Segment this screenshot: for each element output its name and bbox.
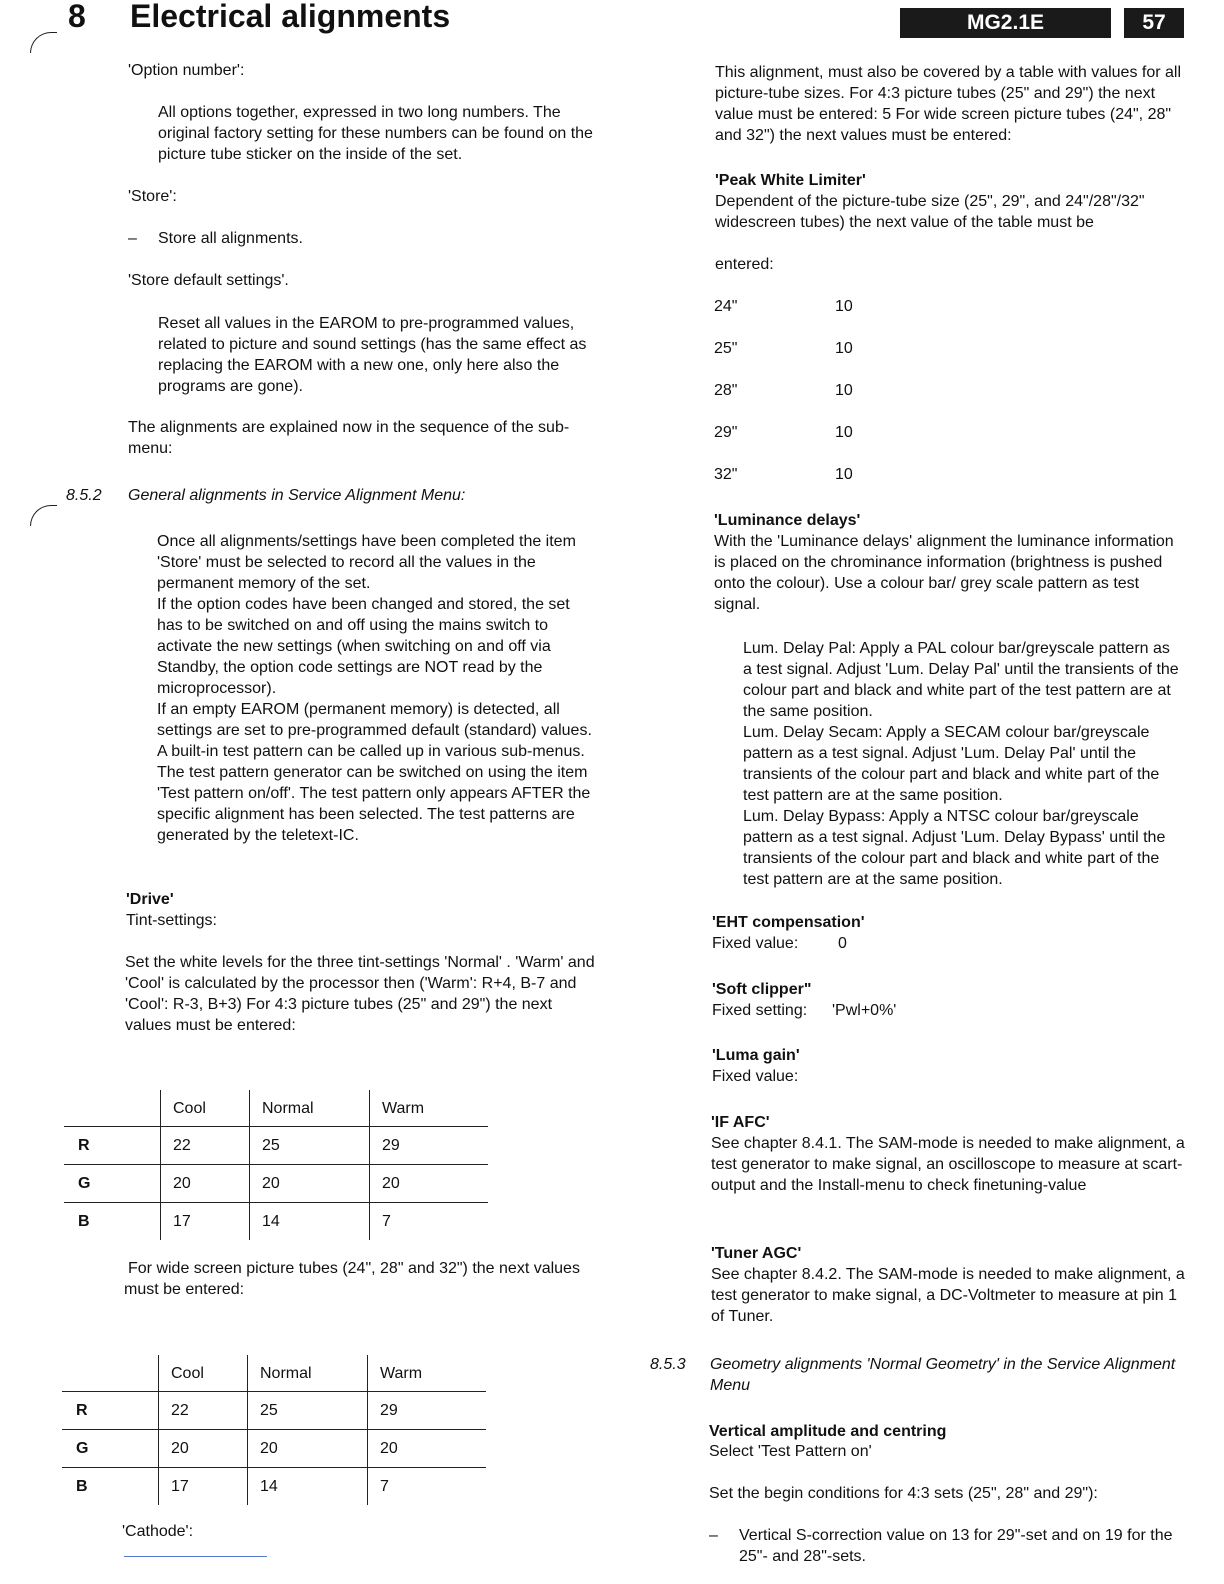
paragraph: Once all alignments/settings have been completed the item 'Store' must be selected to record all the values in the permanent memory of the set. [157,533,576,592]
paragraph: Lum. Delay Pal: Apply a PAL colour bar/greyscale pattern as a test signal. Adjust 'Lum. Delay Pal' until the transients of the colour part and black and white part of the test pattern are at the same position. [743,640,1179,720]
option-number-text: All options together, expressed in two long numbers. The original factory setting for these numbers can be found on the picture tube sticker on the inside of the set. [158,104,593,163]
list-item [714,422,1014,464]
table-cell: 22 [161,1127,250,1165]
drive-heading: 'Drive' [126,891,174,908]
luminance-heading: 'Luminance delays' [714,512,861,529]
drive-text: Set the white levels for the three tint-settings 'Normal' . 'Warm' and 'Cool' is calculated by the processor then ('Warm': R+4, B-7 and 'Cool': R-3, B+3) For 4:3 picture tubes (25" and 29") the next values must be entered: [125,954,595,1034]
list-item [714,338,1014,380]
table-cell: 20 [370,1165,489,1203]
table-row [64,1203,488,1241]
begin-conditions: Set the begin conditions for 4:3 sets (25", 28" and 29"): [709,1485,1098,1502]
table-cell: 20 [248,1430,368,1468]
pwl-table [714,296,1014,506]
margin-mark [30,32,57,53]
paragraph: If the option codes have been changed and stored, the set has to be switched on and off using the mains switch to activate the new settings (when switching on and off via Standby, the option code settings are NOT read by the microprocessor). [157,596,570,697]
table-row [62,1468,486,1506]
tube-value: 10 [835,466,853,483]
option-number-label: 'Option number': [128,62,245,79]
paragraph: Lum. Delay Secam: Apply a SECAM colour bar/greyscale pattern as a test signal. Adjust 'Lum. Delay Pal' until the transients of the colour part and black and white part of the test pattern are at the same position. [743,724,1160,804]
table-cell: R [62,1392,159,1430]
drive-table-wide [62,1355,486,1505]
pwl-text: Dependent of the picture-tube size (25", 29", and 24"/28"/32" widescreen tubes) the next value of the table must be [715,193,1145,231]
section-number: 8.5.3 [650,1356,686,1373]
table-cell: 25 [248,1392,368,1430]
table-row [62,1392,486,1430]
section-number: 8.5.2 [66,487,102,504]
pwl-heading: 'Peak White Limiter' [715,172,866,189]
tube-size: 25" [714,340,738,357]
table-cell: 17 [159,1468,248,1506]
begin-item-text: Vertical S-correction value on 13 for 29"-set and on 19 for the 25"- and 28"-sets. [739,1527,1173,1565]
table-header-cell: Cool [161,1090,250,1127]
vertical-select: Select 'Test Pattern on' [709,1443,872,1460]
table-header-cell: Cool [159,1355,248,1392]
model-badge: MG2.1E [900,8,1111,38]
general-alignments-text [157,531,597,846]
vertical-heading: Vertical amplitude and centring [709,1423,947,1440]
drive-table-4-3 [64,1090,488,1240]
eht-value: 0 [838,935,847,952]
tube-value: 10 [835,424,853,441]
pwl-entered: entered: [715,256,774,273]
sequence-text: The alignments are explained now in the sequence of the sub-menu: [128,419,570,457]
paragraph: Lum. Delay Bypass: Apply a NTSC colour bar/greyscale pattern as a test signal. Adjust 'Lum. Delay Bypass' until the transients of the colour part and black and white part of the test pattern are at the same position. [743,808,1166,888]
divider [124,1556,267,1557]
table-cell: 29 [370,1127,489,1165]
soft-clipper-value: 'Pwl+0%' [832,1002,897,1019]
tube-size: 32" [714,466,738,483]
table-cell: 14 [250,1203,370,1241]
eht-label: Fixed value: [712,935,799,952]
table-header-cell: Normal [250,1090,370,1127]
table-cell: 7 [368,1468,487,1506]
table-row [64,1165,488,1203]
list-item [714,464,1014,506]
tube-size: 29" [714,424,738,441]
margin-mark [30,505,57,526]
dash: – [128,230,137,247]
if-afc-heading: 'IF AFC' [711,1114,770,1131]
store-default-text: Reset all values in the EAROM to pre-programmed values, related to picture and sound settings (has the same effect as replacing the EAROM with a new one, only here also the programs are gone). [158,315,587,395]
store-item-text: Store all alignments. [158,230,303,247]
store-label: 'Store': [128,188,177,205]
tube-value: 10 [835,382,853,399]
cathode-label: 'Cathode': [122,1523,194,1540]
table-cell: 20 [250,1165,370,1203]
table-cell: G [64,1165,161,1203]
table-cell: 14 [248,1468,368,1506]
dash: – [709,1527,718,1544]
store-default-label: 'Store default settings'. [128,272,289,289]
table-cell: 17 [161,1203,250,1241]
soft-clipper-heading: 'Soft clipper" [712,981,812,998]
table-row [64,1127,488,1165]
table-cell: R [64,1127,161,1165]
table-cell [62,1355,159,1392]
eht-heading: 'EHT compensation' [712,914,865,931]
section-title: Geometry alignments 'Normal Geometry' in the Service Alignment Menu [710,1356,1176,1394]
table-cell: B [64,1203,161,1241]
table-cell [64,1090,161,1127]
soft-clipper-label: Fixed setting: [712,1002,808,1019]
table-cell: 20 [159,1430,248,1468]
table-cell: 20 [368,1430,487,1468]
wide-screen-text: For wide screen picture tubes (24", 28" and 32") the next values must be entered: [124,1260,580,1298]
paragraph: If an empty EAROM (permanent memory) is detected, all settings are set to pre-programmed default (standard) values. [157,701,592,739]
tube-value: 10 [835,298,853,315]
paragraph: A built-in test pattern can be called up in various sub-menus. The test pattern generator can be switched on using the item 'Test pattern on/off'. The test pattern only appears AFTER the specific alignment has been selected. The test patterns are generated by the teletext-IC. [157,743,591,844]
if-afc-text: See chapter 8.4.1. The SAM-mode is needed to make alignment, a test generator to make signal, an oscilloscope to measure at scart-output and the Install-menu to check finetuning-value [711,1135,1185,1194]
luma-gain-label: Fixed value: [712,1068,799,1085]
tube-size: 24" [714,298,738,315]
table-cell: 20 [161,1165,250,1203]
luminance-text: With the 'Luminance delays' alignment the luminance information is placed on the chrominance information (brightness is pushed onto the colour). Use a colour bar/ grey scale pattern as test signal. [714,533,1174,613]
intro-text: This alignment, must also be covered by a table with values for all picture-tube sizes. For 4:3 picture tubes (25" and 29") the next value must be entered: 5 For wide screen picture tubes (24", 28" and 32") the next values must be entered: [715,64,1182,144]
page-number: 57 [1124,8,1184,38]
table-header-row [62,1355,486,1392]
luma-gain-heading: 'Luma gain' [712,1047,800,1064]
luminance-items [743,638,1183,890]
list-item [714,296,1014,338]
table-header-cell: Normal [248,1355,368,1392]
tube-value: 10 [835,340,853,357]
table-cell: G [62,1430,159,1468]
table-cell: 22 [159,1392,248,1430]
table-header-row [64,1090,488,1127]
chapter-number: 8 [68,0,86,34]
begin-item [709,1525,1184,1567]
table-cell: 29 [368,1392,487,1430]
table-cell: 25 [250,1127,370,1165]
tuner-agc-heading: 'Tuner AGC' [711,1245,802,1262]
section-title: General alignments in Service Alignment Menu: [128,487,466,504]
list-item [714,380,1014,422]
table-row [62,1430,486,1468]
store-item [128,228,608,249]
table-cell: 7 [370,1203,489,1241]
table-header-cell: Warm [370,1090,489,1127]
tint-label: Tint-settings: [126,912,217,929]
tuner-agc-text: See chapter 8.4.2. The SAM-mode is needed to make alignment, a test generator to make signal, a DC-Voltmeter to measure at pin 1 of Tuner. [711,1266,1185,1325]
chapter-title: Electrical alignments [130,0,451,34]
table-header-cell: Warm [368,1355,487,1392]
table-cell: B [62,1468,159,1506]
tube-size: 28" [714,382,738,399]
